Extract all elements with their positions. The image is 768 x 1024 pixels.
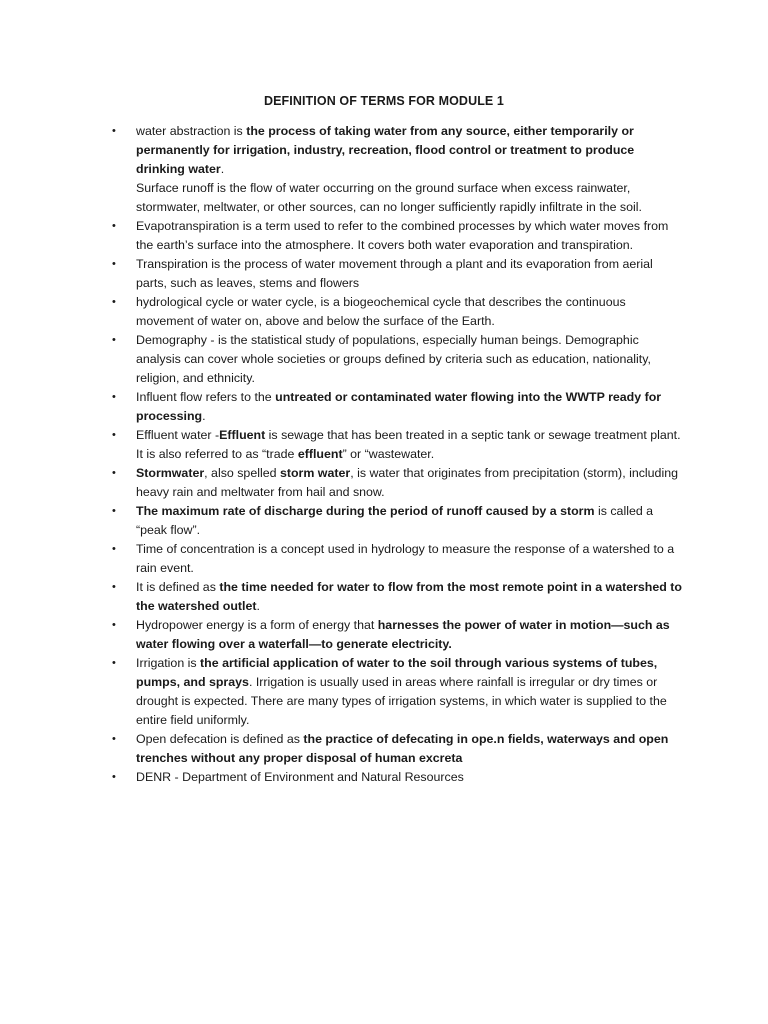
definition-segment: Open defecation is defined as bbox=[136, 732, 304, 746]
definition-emphasis: untreated or contaminated water flowing into the WWTP ready for processing bbox=[136, 390, 662, 423]
definition-text bbox=[136, 616, 682, 654]
definition-item bbox=[112, 540, 682, 578]
definition-item bbox=[112, 293, 682, 331]
definition-text bbox=[136, 122, 682, 179]
definition-emphasis: Stormwater bbox=[136, 466, 205, 480]
definition-segment: Transpiration is the process of water movement through a plant and its evaporation from aerial parts, such as leaves, stems and flowers bbox=[136, 257, 653, 290]
definition-segment: It is defined as bbox=[136, 580, 220, 594]
definition-item bbox=[112, 730, 682, 768]
definition-text bbox=[136, 768, 682, 787]
bullet-icon: • bbox=[112, 125, 116, 137]
definition-segment: hydrological cycle or water cycle, is a biogeochemical cycle that describes the continuous movement of water on, above and below the surface of the Earth. bbox=[136, 295, 626, 328]
bullet-icon: • bbox=[112, 619, 116, 631]
definition-text bbox=[136, 388, 682, 426]
definition-text bbox=[136, 654, 682, 730]
definition-segment: Evapotranspiration is a term used to refer to the combined processes by which water moves from the earth’s surface into the atmosphere. It covers both water evaporation and transpiration. bbox=[136, 219, 669, 252]
definition-item bbox=[112, 331, 682, 388]
definition-item bbox=[112, 217, 682, 255]
definition-emphasis: The maximum rate of discharge during the period of runoff caused by a storm bbox=[136, 504, 595, 518]
definition-segment: Demography - is the statistical study of populations, especially human beings. Demographic analysis can cover whole societies or groups defined by criteria such as education, nationality, religion, and ethnicity. bbox=[136, 333, 651, 385]
definition-segment: is called a “peak flow”. bbox=[136, 504, 654, 537]
bullet-icon: • bbox=[112, 581, 116, 593]
definition-emphasis: the artificial application of water to the soil through various systems of tubes, pumps, and sprays bbox=[136, 656, 658, 689]
bullet-icon: • bbox=[112, 467, 116, 479]
definition-item bbox=[112, 464, 682, 502]
definition-text bbox=[136, 331, 682, 388]
definition-text bbox=[136, 730, 682, 768]
definition-item bbox=[112, 654, 682, 730]
bullet-icon: • bbox=[112, 334, 116, 346]
definition-segment: . bbox=[256, 599, 260, 613]
definition-item bbox=[112, 502, 682, 540]
definition-text bbox=[136, 217, 682, 255]
definition-segment: Influent flow refers to the bbox=[136, 390, 276, 404]
definition-emphasis: effluent bbox=[297, 447, 343, 461]
definition-text bbox=[136, 502, 682, 540]
definition-text bbox=[136, 464, 682, 502]
bullet-icon: • bbox=[112, 220, 116, 232]
definition-text bbox=[136, 255, 682, 293]
definition-continuation: Surface runoff is the flow of water occurring on the ground surface when excess rainwater, stormwater, meltwater, or other sources, can no longer sufficiently rapidly infiltrate in the soil. bbox=[136, 181, 642, 214]
definition-item bbox=[112, 388, 682, 426]
bullet-icon: • bbox=[112, 429, 116, 441]
definition-segment: water abstraction is bbox=[136, 124, 247, 138]
definition-text bbox=[136, 293, 682, 331]
definition-item bbox=[112, 578, 682, 616]
bullet-icon: • bbox=[112, 258, 116, 270]
definition-emphasis: storm water bbox=[279, 466, 351, 480]
definition-segment: Effluent water - bbox=[136, 428, 220, 442]
definition-segment: is sewage that has been treated in a septic tank or sewage treatment plant. It is also referred to as “trade bbox=[136, 428, 681, 461]
definition-item bbox=[112, 255, 682, 293]
definition-item bbox=[112, 616, 682, 654]
definition-text bbox=[136, 540, 682, 578]
definition-segment: . bbox=[202, 409, 206, 423]
bullet-icon: • bbox=[112, 733, 116, 745]
definition-segment: . bbox=[220, 162, 225, 176]
definition-text bbox=[136, 578, 682, 616]
definition-item bbox=[112, 122, 682, 217]
definition-list bbox=[112, 122, 682, 787]
bullet-icon: • bbox=[112, 657, 116, 669]
definition-segment: Irrigation is bbox=[136, 656, 201, 670]
definition-emphasis: the practice of defecating in ope.n fields, waterways and open trenches without any proper disposal of human excreta bbox=[136, 732, 669, 765]
definition-emphasis: harnesses the power of water in motion—such as water flowing over a waterfall—to generate electricity. bbox=[136, 618, 670, 651]
bullet-icon: • bbox=[112, 505, 116, 517]
definition-segment: Time of concentration is a concept used in hydrology to measure the response of a watershed to a rain event. bbox=[136, 542, 675, 575]
definition-segment: ” or “wastewater. bbox=[342, 447, 435, 461]
bullet-icon: • bbox=[112, 391, 116, 403]
definition-text bbox=[136, 426, 682, 464]
bullet-icon: • bbox=[112, 771, 116, 783]
definition-segment: . Irrigation is usually used in areas where rainfall is irregular or dry times or drought is expected. There are many types of irrigation systems, in which water is supplied to the entire field uniformly. bbox=[136, 675, 667, 727]
definition-emphasis: Effluent bbox=[219, 428, 266, 442]
bullet-icon: • bbox=[112, 543, 116, 555]
definition-segment: DENR - Department of Environment and Natural Resources bbox=[136, 770, 464, 784]
definition-segment: , also spelled bbox=[204, 466, 280, 480]
bullet-icon: • bbox=[112, 296, 116, 308]
definition-item bbox=[112, 768, 682, 787]
definition-emphasis: the process of taking water from any source, either temporarily or permanently for irrigation, industry, recreation, flood control or treatment to produce drinking water bbox=[136, 124, 635, 176]
definition-emphasis: the time needed for water to flow from the most remote point in a watershed to the watershed outlet bbox=[136, 580, 682, 613]
definition-segment: Hydropower energy is a form of energy that bbox=[136, 618, 378, 632]
definition-segment: , is water that originates from precipitation (storm), including heavy rain and meltwater from hail and snow. bbox=[136, 466, 678, 499]
definition-item bbox=[112, 426, 682, 464]
document-title: DEFINITION OF TERMS FOR MODULE 1 bbox=[263, 94, 504, 108]
